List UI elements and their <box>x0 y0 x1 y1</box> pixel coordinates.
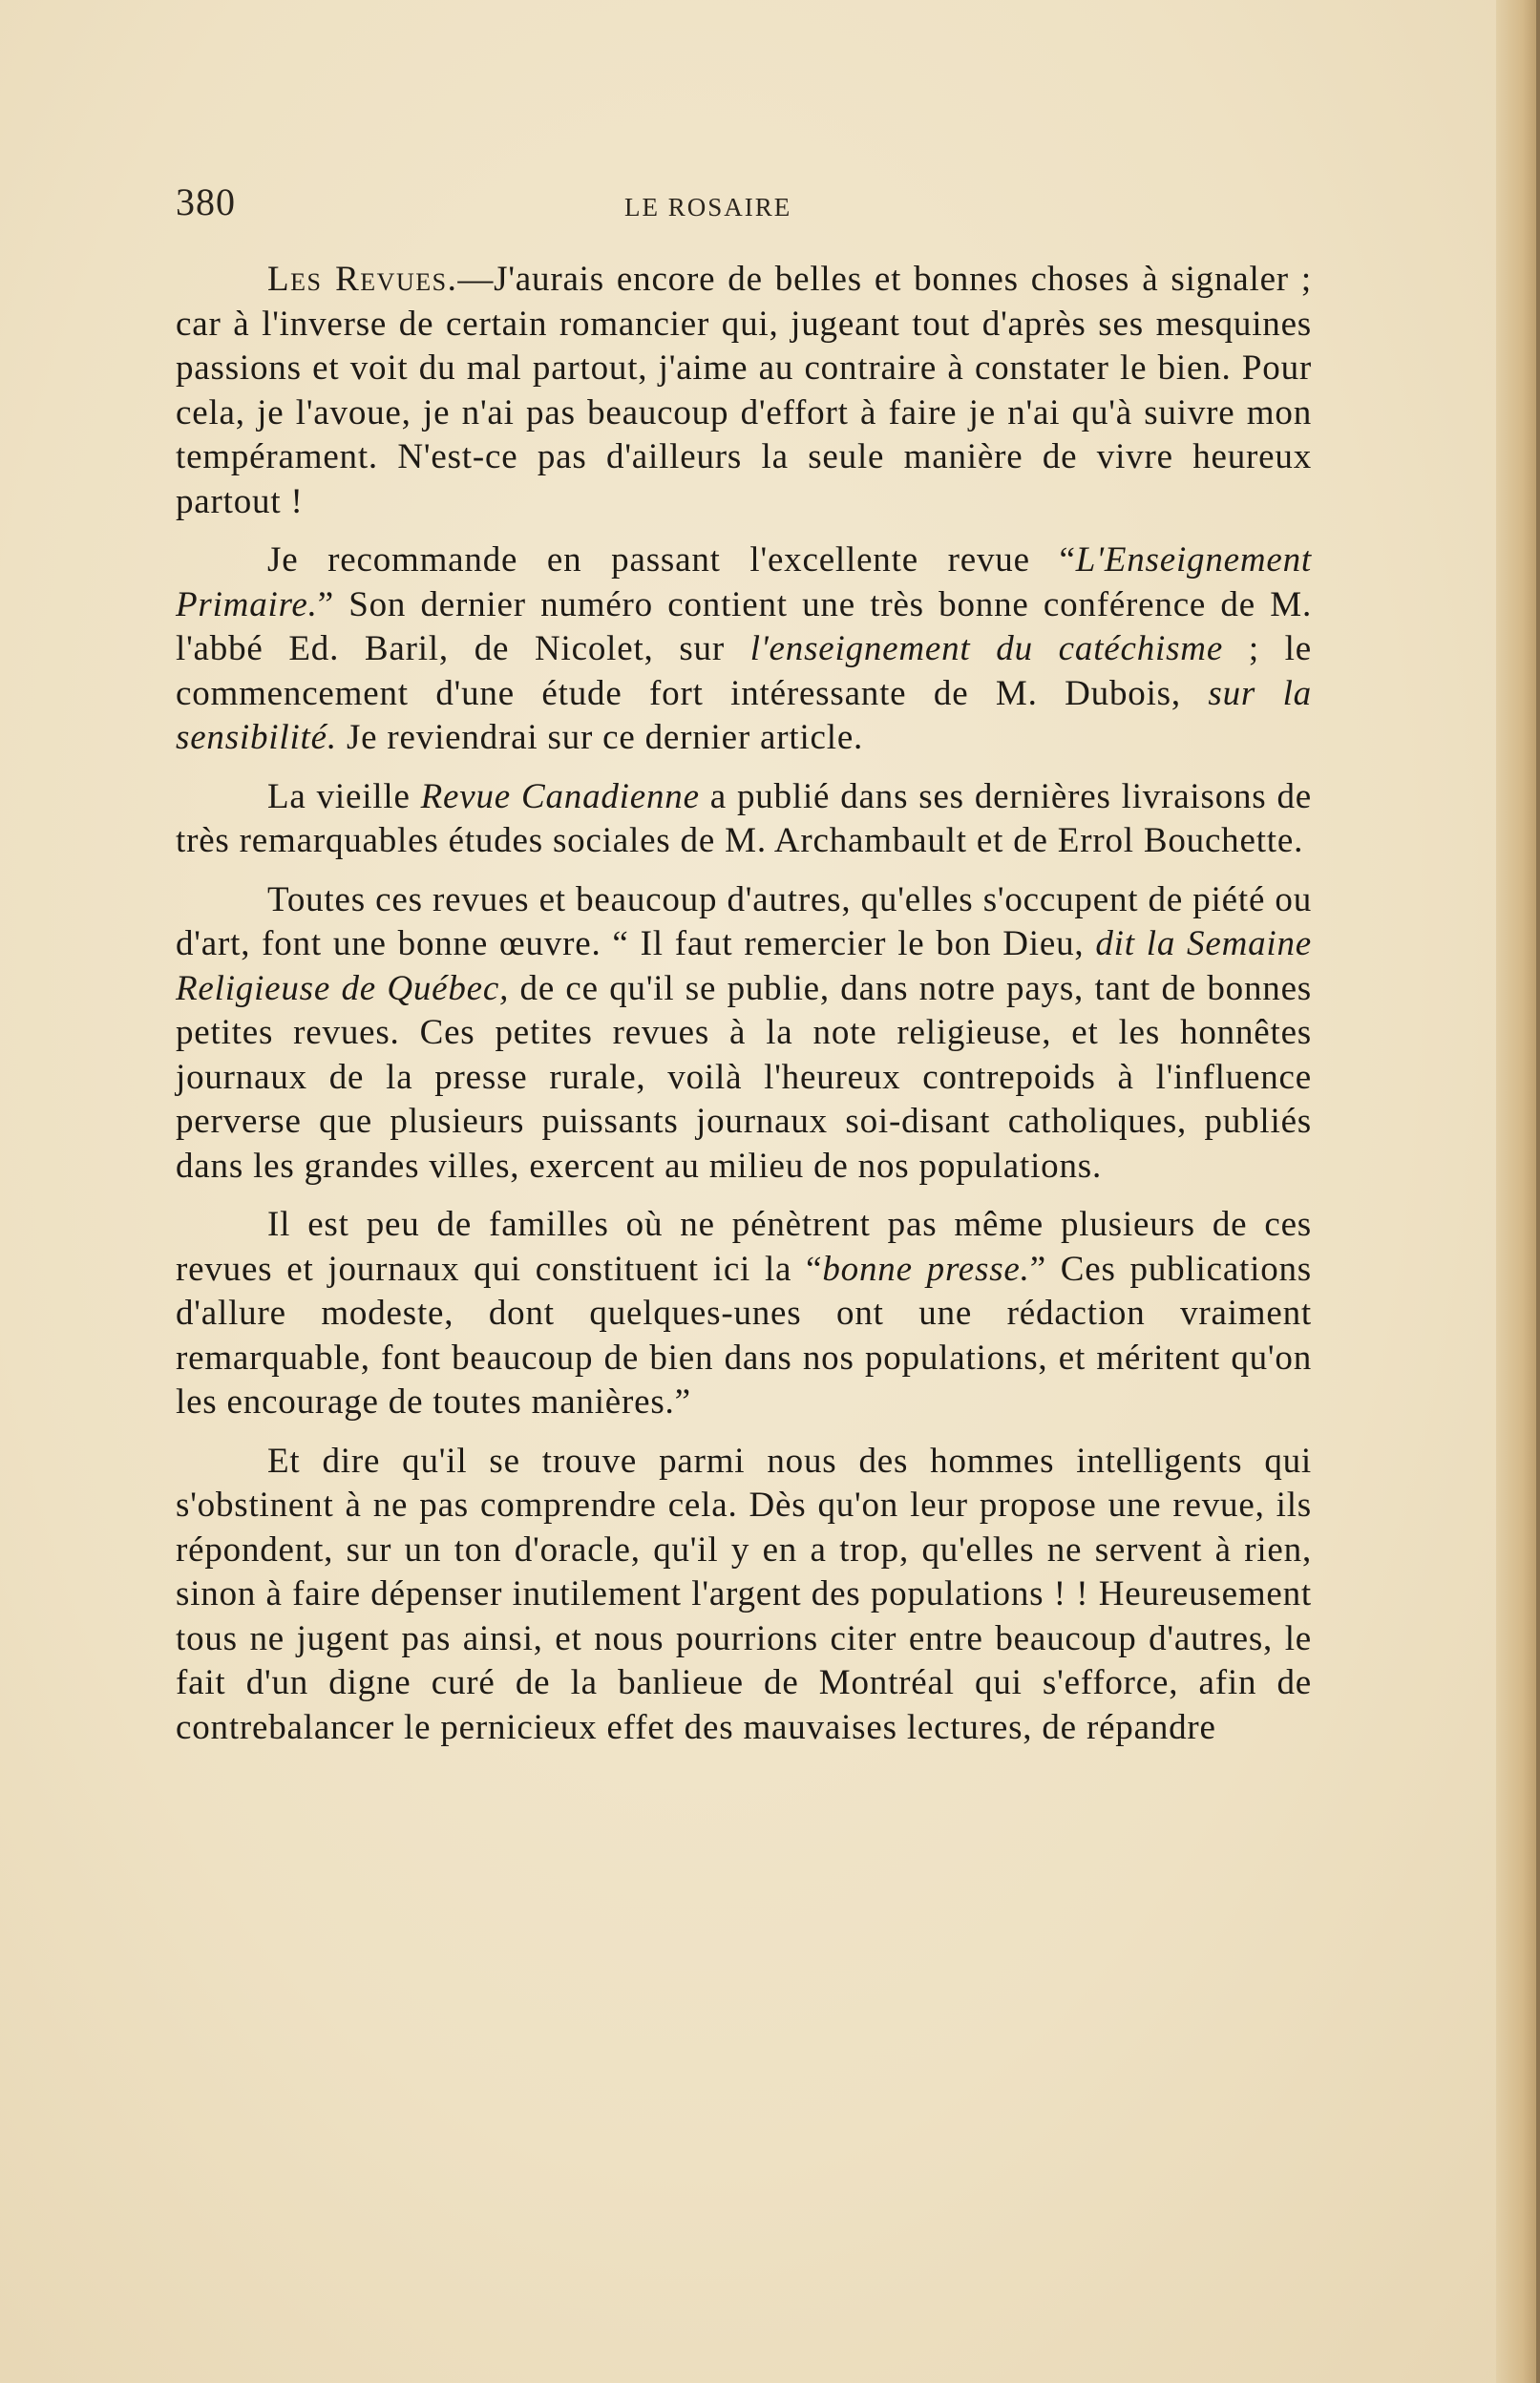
italic-title: sur la sensibilité. <box>176 673 1312 757</box>
paragraph-text: Je recommande en passant l'excellente revue “ <box>267 540 1076 580</box>
paragraph-text: ” Son dernier numéro contient une très bonne conférence de M. l'abbé Ed. Baril, de Nicolet, sur <box>176 584 1312 668</box>
paragraph-text: ” Ces publications d'allure modeste, dont quelques-unes ont une rédaction vraiment remarquable, font beaucoup de bien dans nos populations, et méritent qu'on les encourage de toutes manières.” <box>176 1249 1312 1422</box>
paragraph-et-dire <box>176 1440 1312 1751</box>
italic-title: Revue Canadienne <box>420 776 700 816</box>
italic-title: l'enseignement du catéchisme <box>749 629 1224 668</box>
paragraph-familles <box>176 1203 1312 1425</box>
page-edge <box>1496 0 1540 2383</box>
paragraph-text: de ce qu'il se publie, dans notre pays, tant de bonnes petites revues. Ces petites revues à la note religieuse, et les honnêtes journaux de la presse rurale, voilà l'heureux contrepoids à l'influence perverse que plusieurs puissants journaux soi-disant catholiques, publiés dans les grandes villes, exercent au milieu de nos populations. <box>176 968 1312 1186</box>
italic-title: L'Enseignement Primaire. <box>176 540 1312 624</box>
paragraph-revue-canadienne <box>176 775 1312 864</box>
body-text <box>176 258 1312 1764</box>
paragraph-text: —J'aurais encore de belles et bonnes choses à signaler ; car à l'inverse de certain romancier qui, jugeant tout d'après ses mesquines passions et voit du mal partout, j'aime au contraire à constater le bien. Pour cela, je l'avoue, je n'ai pas beaucoup d'effort à faire je n'ai qu'à suivre mon tempérament. N'est-ce pas d'ailleurs la seule manière de vivre heureux partout ! <box>176 260 1312 521</box>
running-title: LE ROSAIRE <box>624 193 792 221</box>
page-number: 380 <box>176 180 236 223</box>
paragraph-text: Il est peu de familles où ne pénètrent pas même plusieurs de ces revues et journaux qui constituent ici la “ <box>176 1205 1312 1289</box>
paragraph-text: a publié dans ses dernières livraisons de très remarquables études sociales de M. Archambault et de Errol Bouchette. <box>176 776 1312 860</box>
paragraph-text: Et dire qu'il se trouve parmi nous des hommes intelligents qui s'obstinent à ne pas comprendre cela. Dès qu'on leur propose une revue, ils répondent, sur un ton d'oracle, qu'il y en a trop, qu'elles ne servent à rien, sinon à faire dépenser inutilement l'argent des populations ! ! Heureusement tous ne jugent pas ainsi, et nous pourrions citer entre beaucoup d'autres, le fait d'un digne curé de la banlieue de Montréal qui s'efforce, afin de contrebalancer le pernicieux effet des mauvaises lectures, de répandre <box>176 1441 1312 1747</box>
paragraph-les-revues <box>176 258 1312 524</box>
paragraph-text: La vieille <box>267 776 421 816</box>
paragraph-enseignement <box>176 538 1312 761</box>
paragraph-text: ; le commencement d'une étude fort intéressante de M. Dubois, <box>176 629 1312 713</box>
italic-phrase: bonne presse. <box>822 1249 1030 1289</box>
section-lead: Les Revues. <box>267 260 458 299</box>
paragraph-text: Toutes ces revues et beaucoup d'autres, qu'elles s'occupent de piété ou d'art, font une bonne œuvre. “ Il faut remercier le bon Dieu, <box>176 879 1312 963</box>
italic-citation: dit la Semaine Religieuse de Québec, <box>176 924 1312 1008</box>
paragraph-toutes-ces-revues <box>176 878 1312 1190</box>
paragraph-text: Je reviendrai sur ce dernier article. <box>336 718 864 757</box>
page-edge-shadow <box>1536 0 1540 2383</box>
page-header <box>172 179 1318 237</box>
